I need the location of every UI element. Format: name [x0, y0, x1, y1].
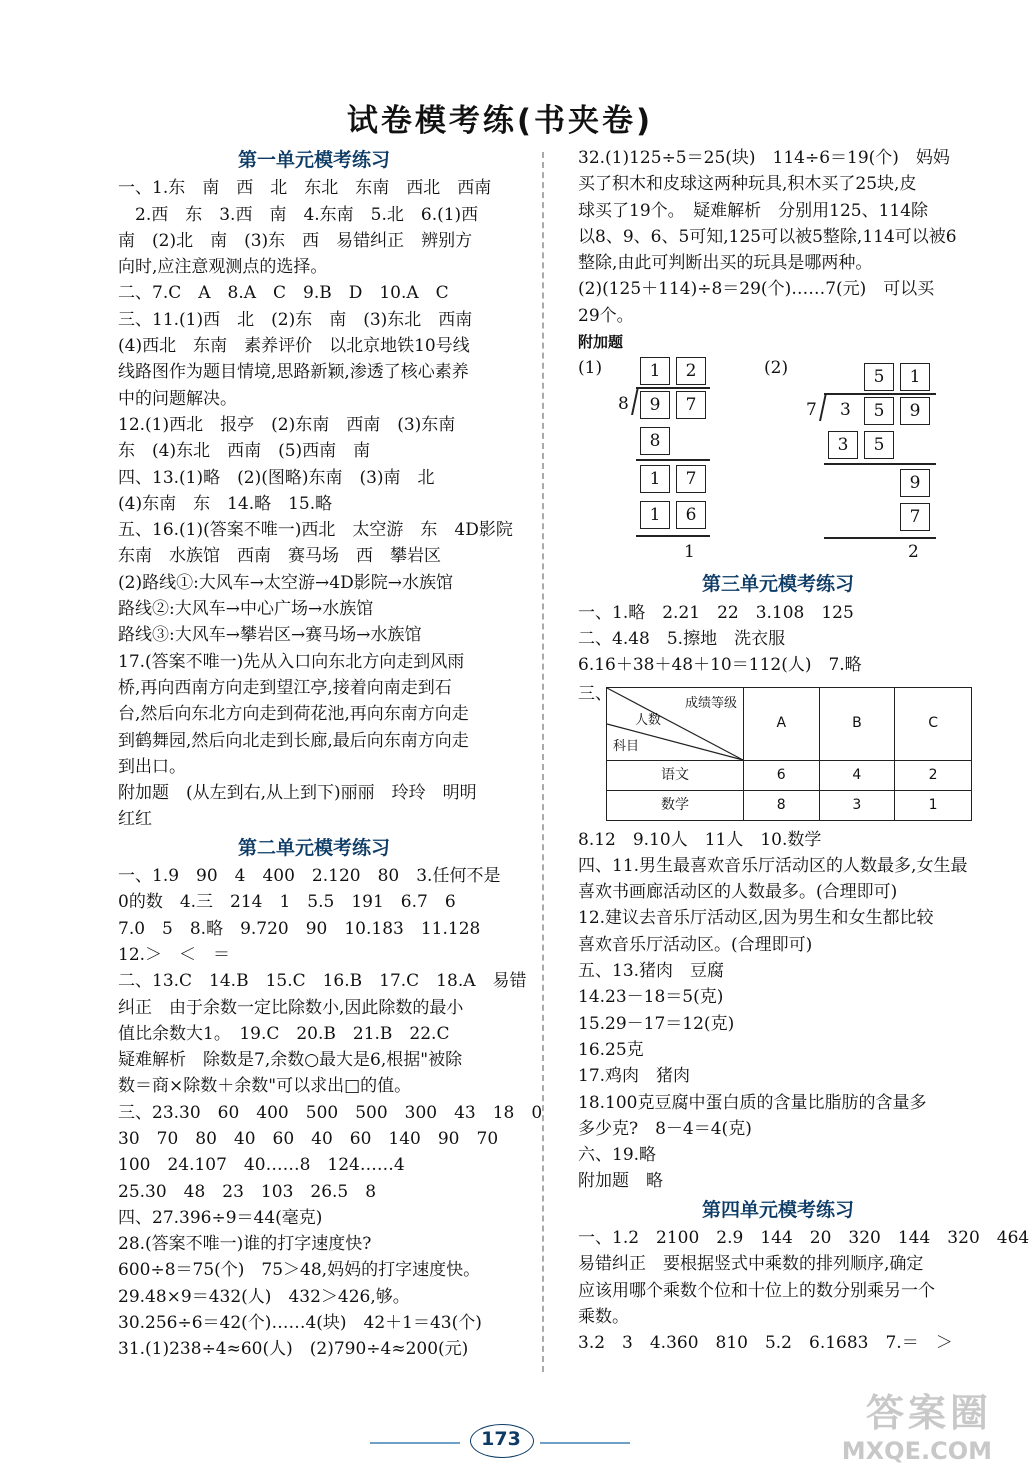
- answer-line: 五、13.猪肉 豆腐: [578, 961, 725, 982]
- answer-line: (2)(125＋114)÷8＝29(个)……7(元) 可以买: [578, 279, 935, 300]
- answer-line: 向时,应注意观测点的选择。: [118, 257, 328, 278]
- page-title: 试卷模考练(书夹卷): [346, 103, 654, 139]
- d2-bracket-side: [819, 393, 826, 421]
- unit2-heading: 第二单元模考练习: [237, 836, 390, 859]
- answer-line: 二、4.48 5.擦地 洗衣服: [578, 628, 786, 649]
- answer-line: 纠正 由于余数一定比除数小,因此除数的最小: [118, 997, 464, 1018]
- addon-division-diagrams: [578, 355, 978, 569]
- answer-line: 应该用哪个乘数个位和十位上的数分别乘另一个: [578, 1280, 935, 1301]
- d2-bracket-top: [824, 393, 936, 395]
- answer-line: 一、1.略 2.21 22 3.108 125: [578, 602, 854, 623]
- answer-line: 路线②:大风车→中心广场→水族馆: [118, 599, 374, 620]
- answer-line: 值比余数大1。 19.C 20.B 21.B 22.C: [118, 1023, 450, 1044]
- d1-label: (1): [578, 358, 603, 379]
- d1-step-box: 6: [676, 501, 706, 529]
- answer-line: 0的数 4.三 214 1 5.5 191 6.7 6: [118, 892, 456, 913]
- d2-label: (2): [764, 358, 789, 379]
- watermark-text: 答案圈: [865, 1391, 992, 1435]
- answer-line: 25.30 48 23 103 26.5 8: [118, 1181, 377, 1202]
- answer-line: 一、1.2 2100 2.9 144 20 320 144 320 464: [578, 1228, 1029, 1249]
- answer-line: 31.(1)238÷4≈60(人) (2)790÷4≈200(元): [118, 1339, 469, 1360]
- d1-rule: [636, 459, 710, 461]
- answer-line: 桥,再向西南方向走到望江亭,接着向南走到石: [118, 677, 452, 698]
- unit1-answers: [118, 175, 513, 832]
- answer-line: 疑难解析 除数是7,余数○最大是6,根据"被除: [118, 1050, 463, 1071]
- answer-line: 7.0 5 8.略 9.720 90 10.183 11.128: [118, 918, 481, 939]
- answer-line: 12.＞ ＜ ＝: [118, 944, 231, 965]
- answer-line: (4)东南 东 14.略 15.略: [118, 493, 333, 514]
- answer-line: 17.(答案不唯一)先从入口向东北方向走到风雨: [118, 651, 465, 672]
- answer-line: 一、1.东 南 西 北 东北 东南 西北 西南: [118, 178, 492, 199]
- table-cell: 1: [895, 790, 972, 820]
- d2-quotient-box: 5: [864, 363, 894, 391]
- d2-step-box: 3: [828, 431, 858, 459]
- unit3-answers-a: [578, 600, 978, 679]
- d2-dividend-digit: 3: [840, 400, 851, 421]
- answer-line: (2)路线①:大风车→太空游→4D影院→水族馆: [118, 572, 453, 593]
- d2-divisor: 7: [806, 400, 817, 421]
- grade-table-prefix: 三、: [578, 683, 612, 704]
- d2-step-box: 7: [900, 503, 930, 531]
- header-count: 人数: [635, 712, 662, 728]
- table-row: [607, 687, 972, 760]
- d1-rule: [636, 535, 710, 537]
- addon-label: 附加题: [578, 333, 624, 352]
- left-column: [118, 145, 543, 1363]
- answer-line: 到鹤舞园,然后向北走到长廊,最后向东南方向走: [118, 730, 469, 751]
- answer-line: 南 (2)北 南 (3)东 西 易错纠正 辨别方: [118, 230, 473, 251]
- unit3-heading: 第三单元模考练习: [701, 573, 854, 596]
- answer-line: 六、19.略: [578, 1145, 657, 1166]
- answer-line: 中的问题解决。: [118, 388, 237, 409]
- table-cell: 3: [819, 790, 895, 820]
- column-header: A: [744, 687, 820, 760]
- d1-bracket-side: [631, 387, 638, 415]
- unit1-heading: 第一单元模考练习: [237, 149, 390, 171]
- table-cell: 4: [819, 760, 895, 790]
- d2-step-box: 5: [864, 431, 894, 459]
- answer-line: 四、27.396÷9＝44(毫克): [118, 1207, 323, 1228]
- answer-line: 整除,由此可判断出买的玩具是哪两种。: [578, 253, 873, 274]
- watermark-logo: [842, 1382, 992, 1465]
- header-subject: 科目: [613, 738, 640, 754]
- answer-line: (4)西北 东南 素养评价 以北京地铁10号线: [118, 336, 470, 357]
- answer-line: 二、7.C A 8.A C 9.B D 10.A C: [118, 283, 449, 304]
- answer-line: 2.西 东 3.西 南 4.东南 5.北 6.(1)西: [118, 204, 479, 225]
- unit2-continued-answers: [578, 145, 978, 329]
- answer-line: 29个。: [578, 305, 634, 326]
- d1-divisor: 8: [618, 394, 629, 415]
- answer-line: 多少克? 8－4＝4(克): [578, 1118, 752, 1139]
- table-cell: 2: [895, 760, 972, 790]
- answer-line: 12.(1)西北 报亭 (2)东南 西南 (3)东南: [118, 414, 456, 435]
- answer-line: 数＝商×除数＋余数"可以求出□的值。: [118, 1076, 412, 1097]
- answer-line: 喜欢音乐厅活动区。(合理即可): [578, 934, 813, 955]
- answer-line: 到出口。: [118, 756, 186, 777]
- answer-line: 三、11.(1)西 北 (2)东 南 (3)东北 西南: [118, 309, 473, 330]
- d2-rule: [824, 537, 936, 539]
- column-header: C: [895, 687, 972, 760]
- answer-line: 30 70 80 40 60 40 60 140 90 70: [118, 1128, 499, 1149]
- page-number-rule-left: [370, 1442, 460, 1444]
- answer-line: 四、11.男生最喜欢音乐厅活动区的人数最多,女生最: [578, 855, 968, 876]
- table-row: [607, 790, 972, 820]
- grade-table: [606, 687, 972, 821]
- answer-line: 8.12 9.10人 11人 10.数学: [578, 829, 822, 850]
- table-cell: 6: [744, 760, 820, 790]
- unit3-answers-b: [578, 827, 978, 1195]
- answer-line: 以8、9、6、5可知,125可以被5整除,114可以被6: [578, 226, 957, 247]
- answer-line: 14.23－18＝5(克): [578, 987, 724, 1008]
- answer-line: 台,然后向东北方向走到荷花池,再向东南方向走: [118, 704, 469, 725]
- d2-dividend-box: 9: [900, 397, 930, 425]
- answer-line: 红红: [118, 809, 152, 830]
- answer-line: 15.29－17＝12(克): [578, 1013, 735, 1034]
- unit4-heading: 第四单元模考练习: [701, 1198, 854, 1221]
- answer-line: 17.鸡肉 猪肉: [578, 1066, 691, 1087]
- answer-line: 线路图作为题目情境,思路新颖,渗透了核心素养: [118, 362, 469, 383]
- page-number: 173: [481, 1428, 521, 1450]
- unit2-answers: [118, 863, 543, 1363]
- row-subject: 语文: [607, 760, 744, 790]
- answer-line: 18.100克豆腐中蛋白质的含量比脂肪的含量多: [578, 1092, 927, 1113]
- answer-line: 600÷8＝75(个) 75＞48,妈妈的打字速度快。: [118, 1260, 481, 1281]
- d1-quotient-box: 1: [640, 357, 670, 385]
- answer-line: 四、13.(1)略 (2)(图略)东南 (3)南 北: [118, 467, 435, 488]
- answer-line: 一、1.9 90 4 400 2.120 80 3.任何不是: [118, 866, 501, 887]
- answer-line: 16.25克: [578, 1039, 644, 1060]
- unit4-answers: [578, 1225, 1029, 1356]
- answer-line: 29.48×9＝432(人) 432＞426,够。: [118, 1286, 410, 1307]
- grade-table-block: [578, 681, 978, 827]
- answer-line: 球买了19个。 疑难解析 分别用125、114除: [578, 200, 929, 221]
- answer-line: 东南 水族馆 西南 赛马场 西 攀岩区: [118, 546, 441, 567]
- d2-rule: [824, 463, 936, 465]
- answer-line: 6.16＋38＋48＋10＝112(人) 7.略: [578, 655, 862, 676]
- answer-line: 附加题 (从左到右,从上到下)丽丽 玲玲 明明: [118, 783, 477, 804]
- d1-bracket-top: [636, 387, 710, 389]
- answer-line: 30.256÷6＝42(个)……4(块) 42＋1＝43(个): [118, 1313, 482, 1334]
- d1-dividend-box: 9: [640, 391, 670, 419]
- answer-line: 路线③:大风车→攀岩区→赛马场→水族馆: [118, 625, 422, 646]
- answer-line: 易错纠正 要根据竖式中乘数的排列顺序,确定: [578, 1254, 924, 1275]
- answer-line: 五、16.(1)(答案不唯一)西北 太空游 东 4D影院: [118, 520, 513, 541]
- d1-quotient-box: 2: [676, 357, 706, 385]
- table-header-diagonal: [607, 687, 744, 760]
- answer-line: 附加题 略: [578, 1171, 663, 1192]
- answer-line: 二、13.C 14.B 15.C 16.B 17.C 18.A 易错: [118, 971, 527, 992]
- answer-line: 喜欢书画廊活动区的人数最多。(合理即可): [578, 882, 898, 903]
- d1-dividend-box: 7: [676, 391, 706, 419]
- answer-line: 100 24.107 40……8 124……4: [118, 1155, 405, 1176]
- answer-line: 32.(1)125÷5＝25(块) 114÷6＝19(个) 妈妈: [578, 148, 950, 168]
- answer-line: 三、23.30 60 400 500 500 300 43 18 0: [118, 1102, 543, 1123]
- d1-step-box: 8: [640, 427, 670, 455]
- d1-step-box: 1: [640, 465, 670, 493]
- d1-step-box: 1: [640, 501, 670, 529]
- answer-line: 乘数。: [578, 1306, 629, 1327]
- header-grade-level: 成绩等级: [684, 695, 737, 711]
- right-column: [578, 145, 1029, 1357]
- answer-line: 12.建议去音乐厅活动区,因为男生和女生都比较: [578, 908, 934, 929]
- table-row: [607, 760, 972, 790]
- answer-line: 3.2 3 4.360 810 5.2 6.1683 7.＝ ＞: [578, 1333, 953, 1354]
- page-number-rule-right: [540, 1442, 630, 1444]
- d2-quotient-box: 1: [900, 363, 930, 391]
- watermark-url: MXQE.COM: [841, 1437, 992, 1465]
- d2-step-box: 9: [900, 469, 930, 497]
- row-subject: 数学: [607, 790, 744, 820]
- d2-remainder: 2: [908, 542, 919, 563]
- d1-step-box: 7: [676, 465, 706, 493]
- column-divider: [542, 152, 544, 1372]
- answer-line: 东 (4)东北 西南 (5)西南 南: [118, 441, 371, 462]
- d2-dividend-box: 5: [864, 397, 894, 425]
- table-cell: 8: [744, 790, 820, 820]
- answer-line: 买了积木和皮球这两种玩具,积木买了25块,皮: [578, 174, 917, 195]
- d1-remainder: 1: [684, 542, 695, 563]
- column-header: B: [819, 687, 895, 760]
- answer-line: 28.(答案不唯一)谁的打字速度快?: [118, 1234, 372, 1255]
